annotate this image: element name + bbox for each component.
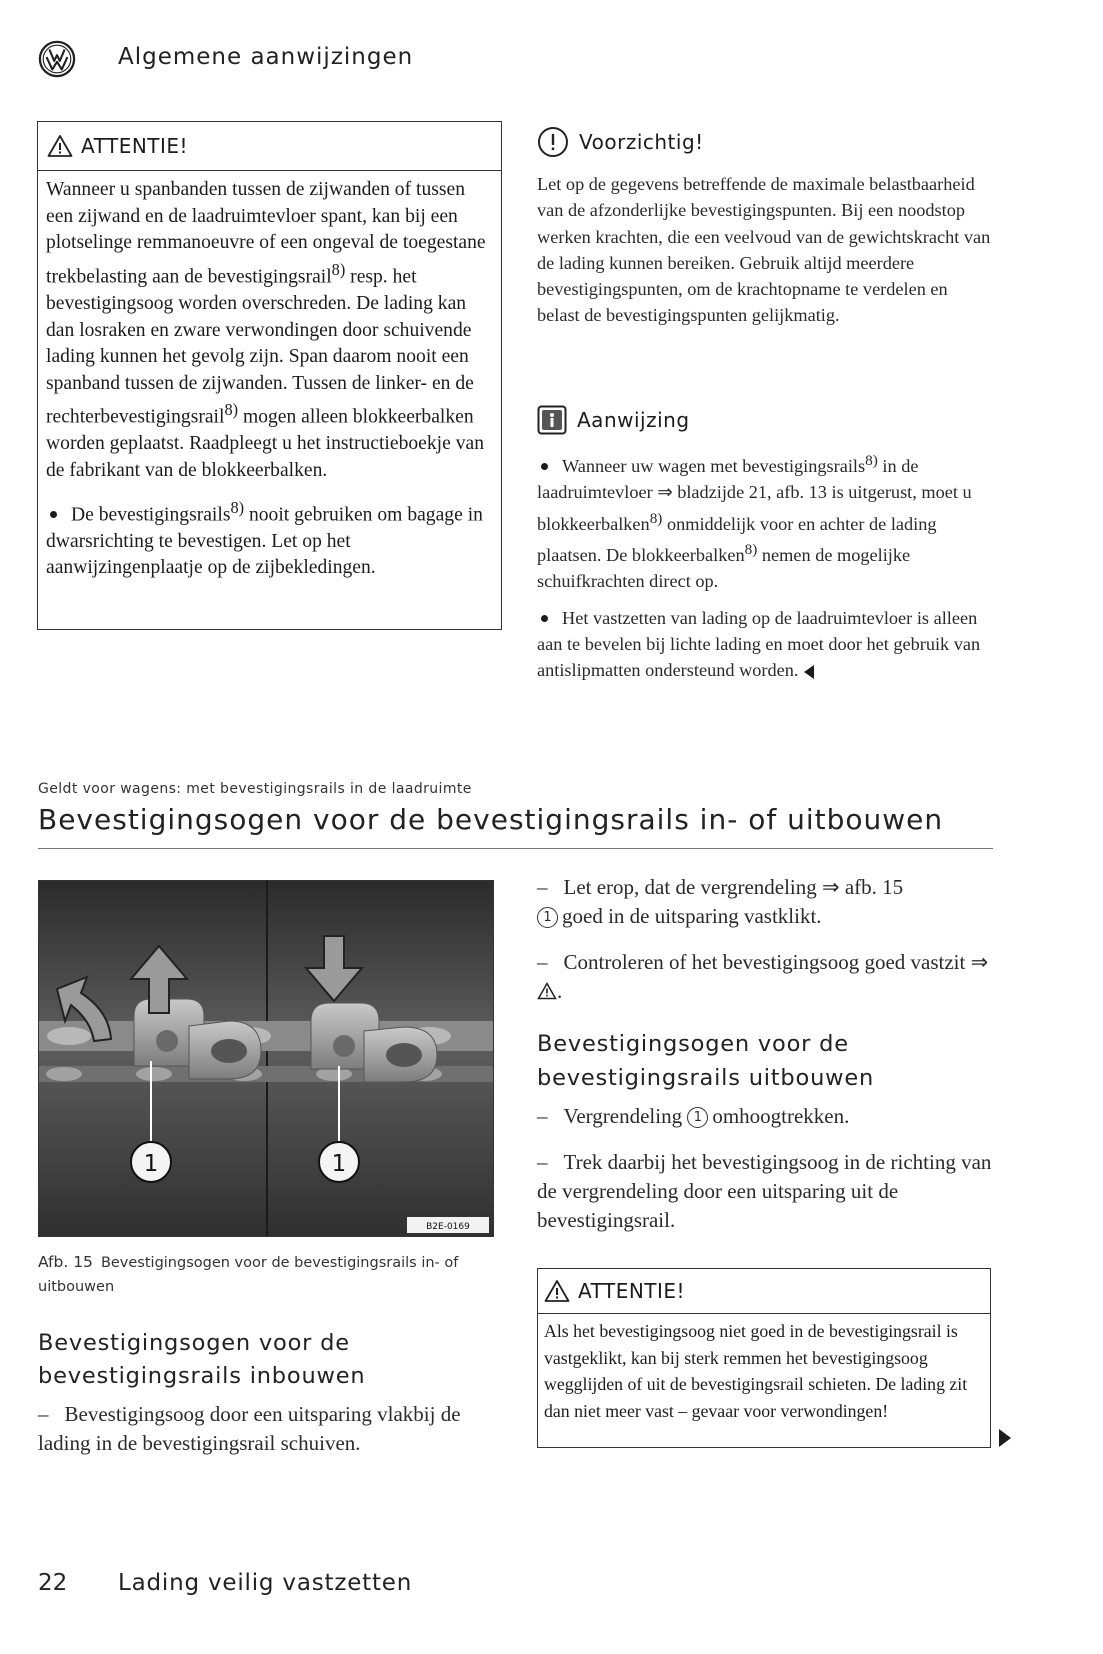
- bullet-text-1: De bevestigingsrails: [71, 504, 231, 526]
- hint-text: Wanneer uw wagen met bevestigingsrails: [562, 456, 866, 477]
- callout-number: 1: [143, 1151, 159, 1177]
- install-step-text: Bevestigingsoog door een uitsparing vlakbij de lading in de bevestigingsrail schuiven.: [38, 1402, 461, 1455]
- step-text: goed in de uitsparing vastklikt.: [562, 904, 822, 928]
- footnote-ref: 8): [224, 400, 239, 420]
- install-heading: Bevestigingsogen voor de bevestigingsrails inbouwen: [38, 1330, 366, 1389]
- figure-illustration: [38, 880, 494, 1237]
- footnote-ref: 8): [744, 541, 758, 559]
- warning-text-1: Wanneer u spanbanden tussen de zijwanden of tussen een zijwand en de laadruimtevloer spant, kan bij een plotselinge remmanoeuvre of een ongeval de toegestane trekbelasting aan de bevestigingsrail: [46, 179, 486, 288]
- warning-header: [38, 122, 501, 171]
- info-icon: [537, 405, 567, 435]
- step-text: Let erop, dat de vergrendeling ⇒ afb. 15: [563, 875, 904, 899]
- step-pull-eye: [537, 1148, 997, 1235]
- bullet-icon: [541, 615, 548, 622]
- hint-text: in de laadruimtevloer ⇒ bladzijde 21, afb. 13 is uitgerust, moet u blokkeerbalken: [537, 456, 972, 534]
- step-dash: –: [537, 950, 548, 974]
- figure-number: Afb. 15: [38, 1253, 93, 1271]
- warning-body: [38, 171, 501, 582]
- step-text: Controleren of het bevestigingsoog goed vastzit ⇒: [563, 950, 989, 974]
- warning-bullet: [46, 495, 493, 582]
- hint-text: onmiddelijk voor en achter de lading plaatsen. De blokkeerbalken: [537, 513, 937, 566]
- footnote-ref: 8): [331, 259, 346, 279]
- step-text: omhoogtrekken.: [712, 1104, 850, 1128]
- step-text: Trek daarbij het bevestigingsoog in de richting van de vergrendeling door een uitsparing uit de bevestigingsrail.: [537, 1150, 992, 1232]
- figure-caption-text: Bevestigingsogen voor de bevestigingsrails in- of uitbouwen: [38, 1255, 459, 1295]
- step-check-lock: [537, 873, 997, 931]
- end-of-section-icon: [804, 665, 814, 679]
- step-dash: –: [537, 1104, 548, 1128]
- callout-number: 1: [331, 1151, 347, 1177]
- step-text: Vergrendeling: [563, 1104, 683, 1128]
- caution-title: Voorzichtig!: [579, 130, 704, 154]
- warning-box: [537, 1268, 991, 1448]
- step-pull-lock: [537, 1102, 997, 1131]
- bullet-icon: [541, 463, 548, 470]
- footer-chapter-title: Lading veilig vastzetten: [118, 1570, 413, 1596]
- header-title: Algemene aanwijzingen: [118, 44, 414, 70]
- figure-code: B2E-0169: [426, 1222, 470, 1232]
- warning-text-2: resp. het bevestigingsoog worden overschreden. De lading kan dan losraken en zware verwondingen door schuivende lading kunnen het gevolg zijn. Span daarom nooit een spanband tussen de zijwanden. Tussen de linker- en de rechterbevestigingsrail: [46, 266, 474, 428]
- exclamation-circle-icon: [537, 126, 569, 158]
- hint-bullet: [537, 605, 992, 684]
- remove-heading: Bevestigingsogen voor de bevestigingsrails uitbouwen: [537, 1031, 875, 1091]
- warning-title: ATTENTIE!: [81, 134, 189, 158]
- bullet-text-2: nooit gebruiken om bagage in dwarsrichting te bevestigen. Let op het aanwijzingenplaatje op de zijbekledingen.: [46, 504, 483, 579]
- page-number: 22: [38, 1570, 68, 1596]
- section-title: Bevestigingsogen voor de bevestigingsrails in- of uitbouwen: [38, 803, 944, 836]
- hint-list: [537, 448, 992, 694]
- warning-triangle-icon: [537, 982, 557, 1000]
- footnote-ref: 8): [649, 509, 663, 527]
- hint-header: [537, 405, 690, 435]
- figure-caption: [38, 1250, 498, 1299]
- warning-box: [37, 121, 502, 630]
- hint-bullet: [537, 448, 992, 595]
- callout-ref-icon: 1: [687, 1107, 708, 1128]
- caution-header: [537, 126, 704, 158]
- step-dash: –: [38, 1402, 49, 1426]
- warning-paragraph: [46, 177, 493, 485]
- section-divider: [38, 848, 993, 849]
- hint-text: nemen de mogelijke schuifkrachten direct op.: [537, 545, 911, 592]
- warning-text-3: mogen alleen blokkeerbalken worden geplaatst. Raadpleegt u het instructieboekje van de fabrikant van de blokkeerbalken.: [46, 406, 484, 481]
- applies-to-note: Geldt voor wagens: met bevestigingsrails in de laadruimte: [38, 781, 472, 797]
- step-text: .: [557, 979, 563, 1003]
- footnote-ref: 8): [230, 497, 245, 517]
- warning-text: Als het bevestigingsoog niet goed in de bevestigingsrail is vastgeklikt, kan bij sterk remmen het bevestigingsoog wegglijden of uit de bevestigingsrail schieten. De lading zit dan niet meer vast – gevaar voor verwondingen!: [544, 1321, 968, 1421]
- figure-drawing: [39, 881, 494, 1237]
- callout-ref-icon: 1: [537, 907, 558, 928]
- hint-title: Aanwijzing: [577, 408, 690, 432]
- vw-logo-icon: [38, 40, 76, 78]
- bullet-icon: [50, 511, 57, 518]
- step-dash: –: [537, 1150, 548, 1174]
- warning-header: [538, 1269, 990, 1314]
- continue-arrow-icon: [999, 1429, 1011, 1447]
- caution-text: Let op de gegevens betreffende de maximale belastbaarheid van de afzonderlijke bevestigingspunten. Bij een noodstop werken krachten, die een veelvoud van de gewichtskracht van de lading kunnen bereiken. Gebruik altijd meerdere bevestigingspunten, om de krachtopname te verdelen en belast de bevestigingspunten gelijkmatig.: [537, 174, 991, 326]
- step-dash: –: [537, 875, 548, 899]
- warning-title: ATTENTIE!: [578, 1279, 686, 1303]
- step-check-eye: [537, 948, 997, 1006]
- warning-triangle-icon: [544, 1279, 570, 1303]
- warning-triangle-icon: [47, 134, 73, 158]
- hint-text: Het vastzetten van lading op de laadruimtevloer is alleen aan te bevelen bij lichte lading en moet door het gebruik van antislipmatten ondersteund worden.: [537, 607, 981, 681]
- footnote-ref: 8): [865, 452, 878, 469]
- install-step: [38, 1400, 498, 1458]
